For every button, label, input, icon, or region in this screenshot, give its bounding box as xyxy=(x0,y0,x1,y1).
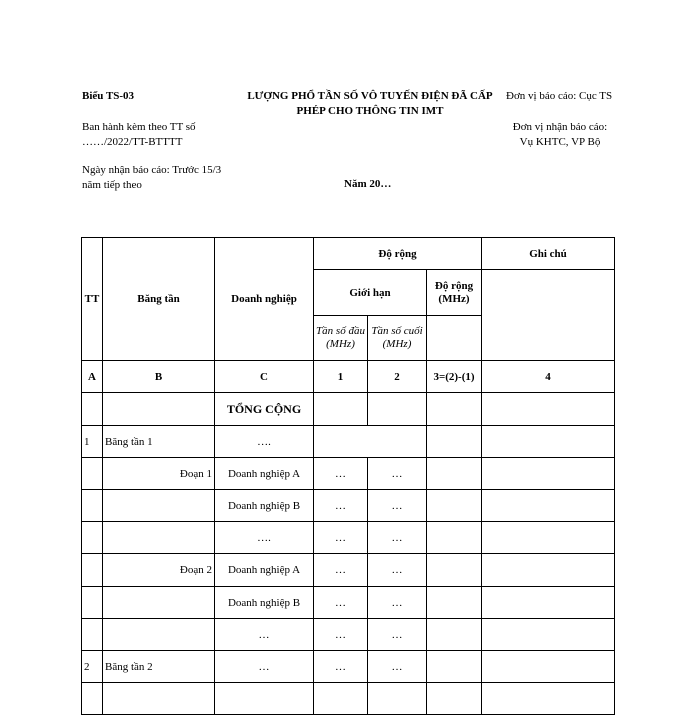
row-company: …. xyxy=(215,426,314,458)
row-tt: 1 xyxy=(82,426,103,458)
row-tt xyxy=(82,458,103,490)
row-note xyxy=(482,490,615,522)
total-label: TỔNG CỘNG xyxy=(215,393,314,426)
table-row xyxy=(82,458,615,490)
row-end: … xyxy=(368,587,427,619)
row-tt xyxy=(82,683,103,715)
table-row xyxy=(82,522,615,554)
row-start: … xyxy=(314,490,368,522)
row-start: … xyxy=(314,587,368,619)
report-title-line2: PHÉP CHO THÔNG TIN IMT xyxy=(296,105,444,117)
report-title xyxy=(240,89,500,119)
row-start: … xyxy=(314,522,368,554)
report-title-line1: LƯỢNG PHỔ TẦN SỐ VÔ TUYẾN ĐIỆN ĐÃ CẤP xyxy=(247,90,493,102)
header-start-freq: Tần số đầu (MHz) xyxy=(314,316,368,361)
index-cell: 1 xyxy=(314,361,368,393)
index-cell: 3=(2)-(1) xyxy=(427,361,482,393)
total-note xyxy=(482,393,615,426)
row-segment: Đoạn 2 xyxy=(103,554,215,587)
index-row xyxy=(82,361,615,393)
issued-line1: Ban hành kèm theo TT số xyxy=(82,121,196,133)
row-tt xyxy=(82,490,103,522)
row-company: … xyxy=(215,619,314,651)
header-width-blank xyxy=(427,316,482,361)
table-row xyxy=(82,619,615,651)
row-band xyxy=(103,683,215,715)
index-cell: B xyxy=(103,361,215,393)
table-row xyxy=(82,426,615,458)
row-note xyxy=(482,522,615,554)
receiving-unit-block xyxy=(500,120,620,150)
row-segment xyxy=(103,522,215,554)
total-tt xyxy=(82,393,103,426)
index-cell: C xyxy=(215,361,314,393)
row-company: Doanh nghiệp B xyxy=(215,490,314,522)
table-row xyxy=(82,587,615,619)
issued-line2: ……/2022/TT-BTTTT xyxy=(82,136,183,148)
row-start: … xyxy=(314,554,368,587)
row-company: … xyxy=(215,651,314,683)
row-segment xyxy=(103,490,215,522)
row-band: Băng tần 2 xyxy=(103,651,215,683)
row-segment: Đoạn 1 xyxy=(103,458,215,490)
row-width xyxy=(427,426,482,458)
row-end: … xyxy=(368,619,427,651)
row-note xyxy=(482,587,615,619)
row-width xyxy=(427,490,482,522)
receiving-label: Đơn vị nhận báo cáo: xyxy=(512,121,608,133)
index-cell: 4 xyxy=(482,361,615,393)
row-company xyxy=(215,683,314,715)
row-note xyxy=(482,619,615,651)
row-width xyxy=(427,651,482,683)
receiving-unit: Vụ KHTC, VP Bộ xyxy=(519,136,601,148)
row-tt: 2 xyxy=(82,651,103,683)
row-band: Băng tần 1 xyxy=(103,426,215,458)
total-width xyxy=(427,393,482,426)
row-limit-merged xyxy=(314,426,427,458)
header-limit: Giới hạn xyxy=(314,270,427,316)
header-end-freq: Tần số cuối (MHz) xyxy=(368,316,427,361)
row-start: … xyxy=(314,458,368,490)
row-end: … xyxy=(368,651,427,683)
row-company: Doanh nghiệp B xyxy=(215,587,314,619)
total-end xyxy=(368,393,427,426)
row-end: … xyxy=(368,490,427,522)
table-row xyxy=(82,683,615,715)
row-company: Doanh nghiệp A xyxy=(215,554,314,587)
spectrum-table xyxy=(81,237,615,715)
issued-with xyxy=(82,120,196,150)
total-band xyxy=(103,393,215,426)
header-width: Độ rộng xyxy=(314,238,482,270)
row-width xyxy=(427,683,482,715)
report-year: Năm 20… xyxy=(344,178,392,190)
row-width xyxy=(427,554,482,587)
receipt-date-line2: năm tiếp theo xyxy=(82,179,142,191)
form-code: Biểu TS-03 xyxy=(82,90,135,102)
header-note-blank xyxy=(482,270,615,361)
row-start: … xyxy=(314,651,368,683)
reporting-unit: Đơn vị báo cáo: Cục TS xyxy=(506,90,613,102)
row-start: … xyxy=(314,619,368,651)
row-width xyxy=(427,587,482,619)
row-tt xyxy=(82,587,103,619)
index-cell: A xyxy=(82,361,103,393)
header-note: Ghi chú xyxy=(482,238,615,270)
row-note xyxy=(482,458,615,490)
header-tt: TT xyxy=(82,238,103,361)
table-row xyxy=(82,490,615,522)
row-end: … xyxy=(368,554,427,587)
index-cell: 2 xyxy=(368,361,427,393)
row-segment xyxy=(103,587,215,619)
receipt-date xyxy=(82,163,221,193)
row-tt xyxy=(82,522,103,554)
row-start xyxy=(314,683,368,715)
table-row xyxy=(82,651,615,683)
row-note xyxy=(482,683,615,715)
row-company: Doanh nghiệp A xyxy=(215,458,314,490)
header-company: Doanh nghiệp xyxy=(215,238,314,361)
header-band: Băng tần xyxy=(103,238,215,361)
row-end: … xyxy=(368,458,427,490)
row-tt xyxy=(82,619,103,651)
row-note xyxy=(482,651,615,683)
row-width xyxy=(427,522,482,554)
row-tt xyxy=(82,554,103,587)
row-segment xyxy=(103,619,215,651)
total-row xyxy=(82,393,615,426)
receipt-date-line1: Ngày nhận báo cáo: Trước 15/3 xyxy=(82,164,222,176)
row-end xyxy=(368,683,427,715)
row-width xyxy=(427,458,482,490)
total-start xyxy=(314,393,368,426)
row-company: …. xyxy=(215,522,314,554)
header-width-mhz: Độ rộng (MHz) xyxy=(427,270,482,316)
table-row xyxy=(82,554,615,587)
row-width xyxy=(427,619,482,651)
row-note xyxy=(482,426,615,458)
row-end: … xyxy=(368,522,427,554)
row-note xyxy=(482,554,615,587)
